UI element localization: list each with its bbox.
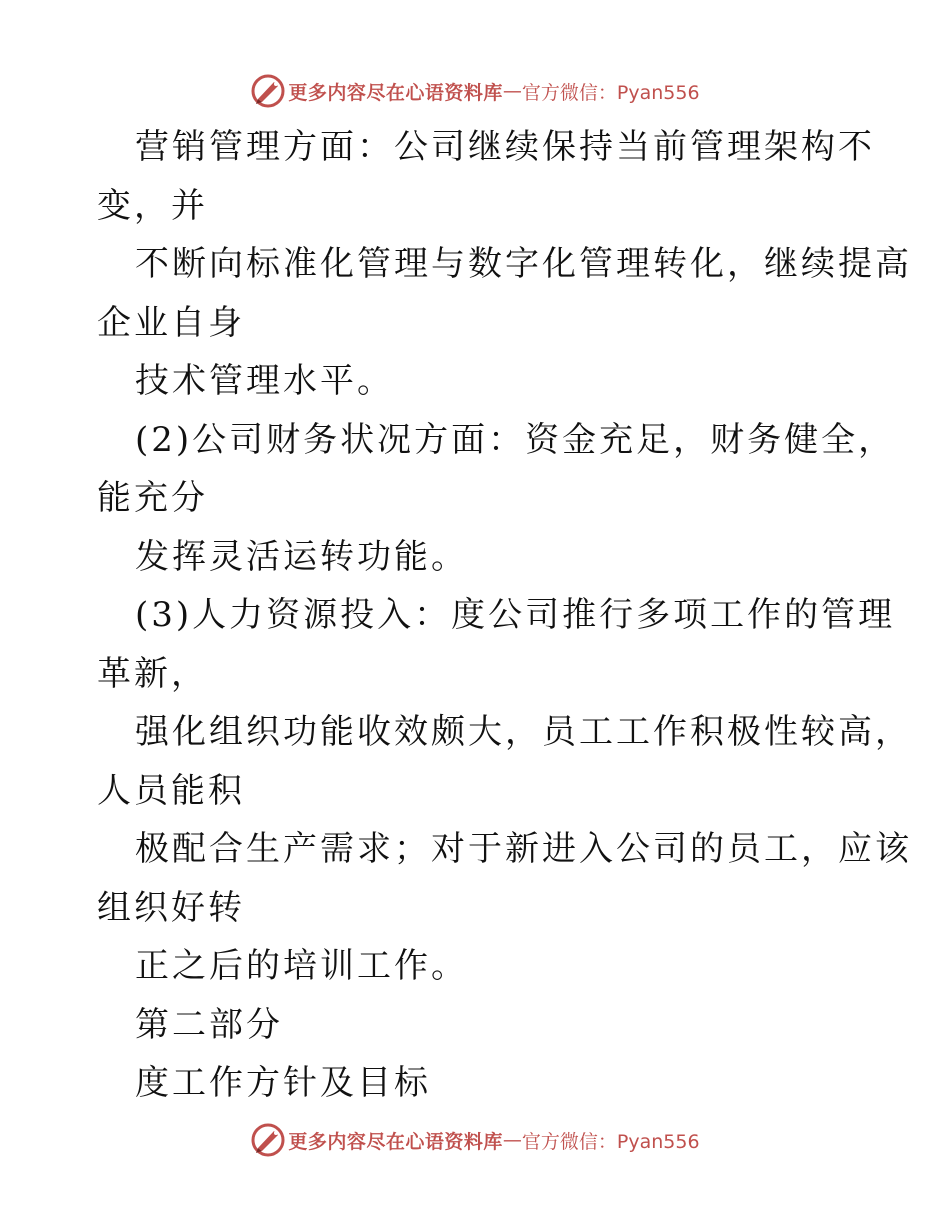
watermark-sub-text: 官方微信：Pyan556 <box>521 1130 700 1153</box>
watermark-dash: — <box>502 1129 522 1151</box>
text-line: 能充分 <box>97 478 208 518</box>
text-line: 技术管理水平。 <box>135 361 394 401</box>
pen-logo-icon <box>250 1122 286 1158</box>
text-line: 极配合生产需求；对于新进入公司的员工，应该 <box>135 829 912 869</box>
document-body <box>97 118 912 1113</box>
text-line: 变，并 <box>97 185 208 226</box>
watermark-main-text: 更多内容尽在心语资料库 <box>288 1130 503 1153</box>
text-line: 营销管理方面：公司继续保持当前管理架构不 <box>135 127 875 167</box>
footer-watermark <box>0 1120 950 1160</box>
text-line: 企业自身 <box>97 302 245 343</box>
text-line: 革新， <box>97 653 208 694</box>
text-line: (2)公司财务状况方面：资金充足，财务健全， <box>135 419 896 460</box>
watermark-main-text: 更多内容尽在心语资料库 <box>288 81 503 104</box>
text-line: 度工作方针及目标 <box>135 1063 431 1103</box>
text-line: (3)人力资源投入：度公司推行多项工作的管理 <box>135 595 896 635</box>
text-line: 第二部分 <box>135 1004 283 1045</box>
text-line: 正之后的培训工作。 <box>135 946 468 986</box>
text-line: 人员能积 <box>97 770 245 811</box>
text-line: 组织好转 <box>97 887 245 928</box>
text-line: 不断向标准化管理与数字化管理转化，继续提高 <box>135 244 912 284</box>
header-watermark <box>0 71 950 111</box>
pen-logo-icon <box>250 73 286 109</box>
text-line: 发挥灵活运转功能。 <box>135 536 468 577</box>
watermark-dash: — <box>502 80 522 102</box>
watermark-sub-text: 官方微信：Pyan556 <box>521 81 700 104</box>
text-line: 强化组织功能收效颇大，员工工作积极性较高， <box>135 712 912 752</box>
